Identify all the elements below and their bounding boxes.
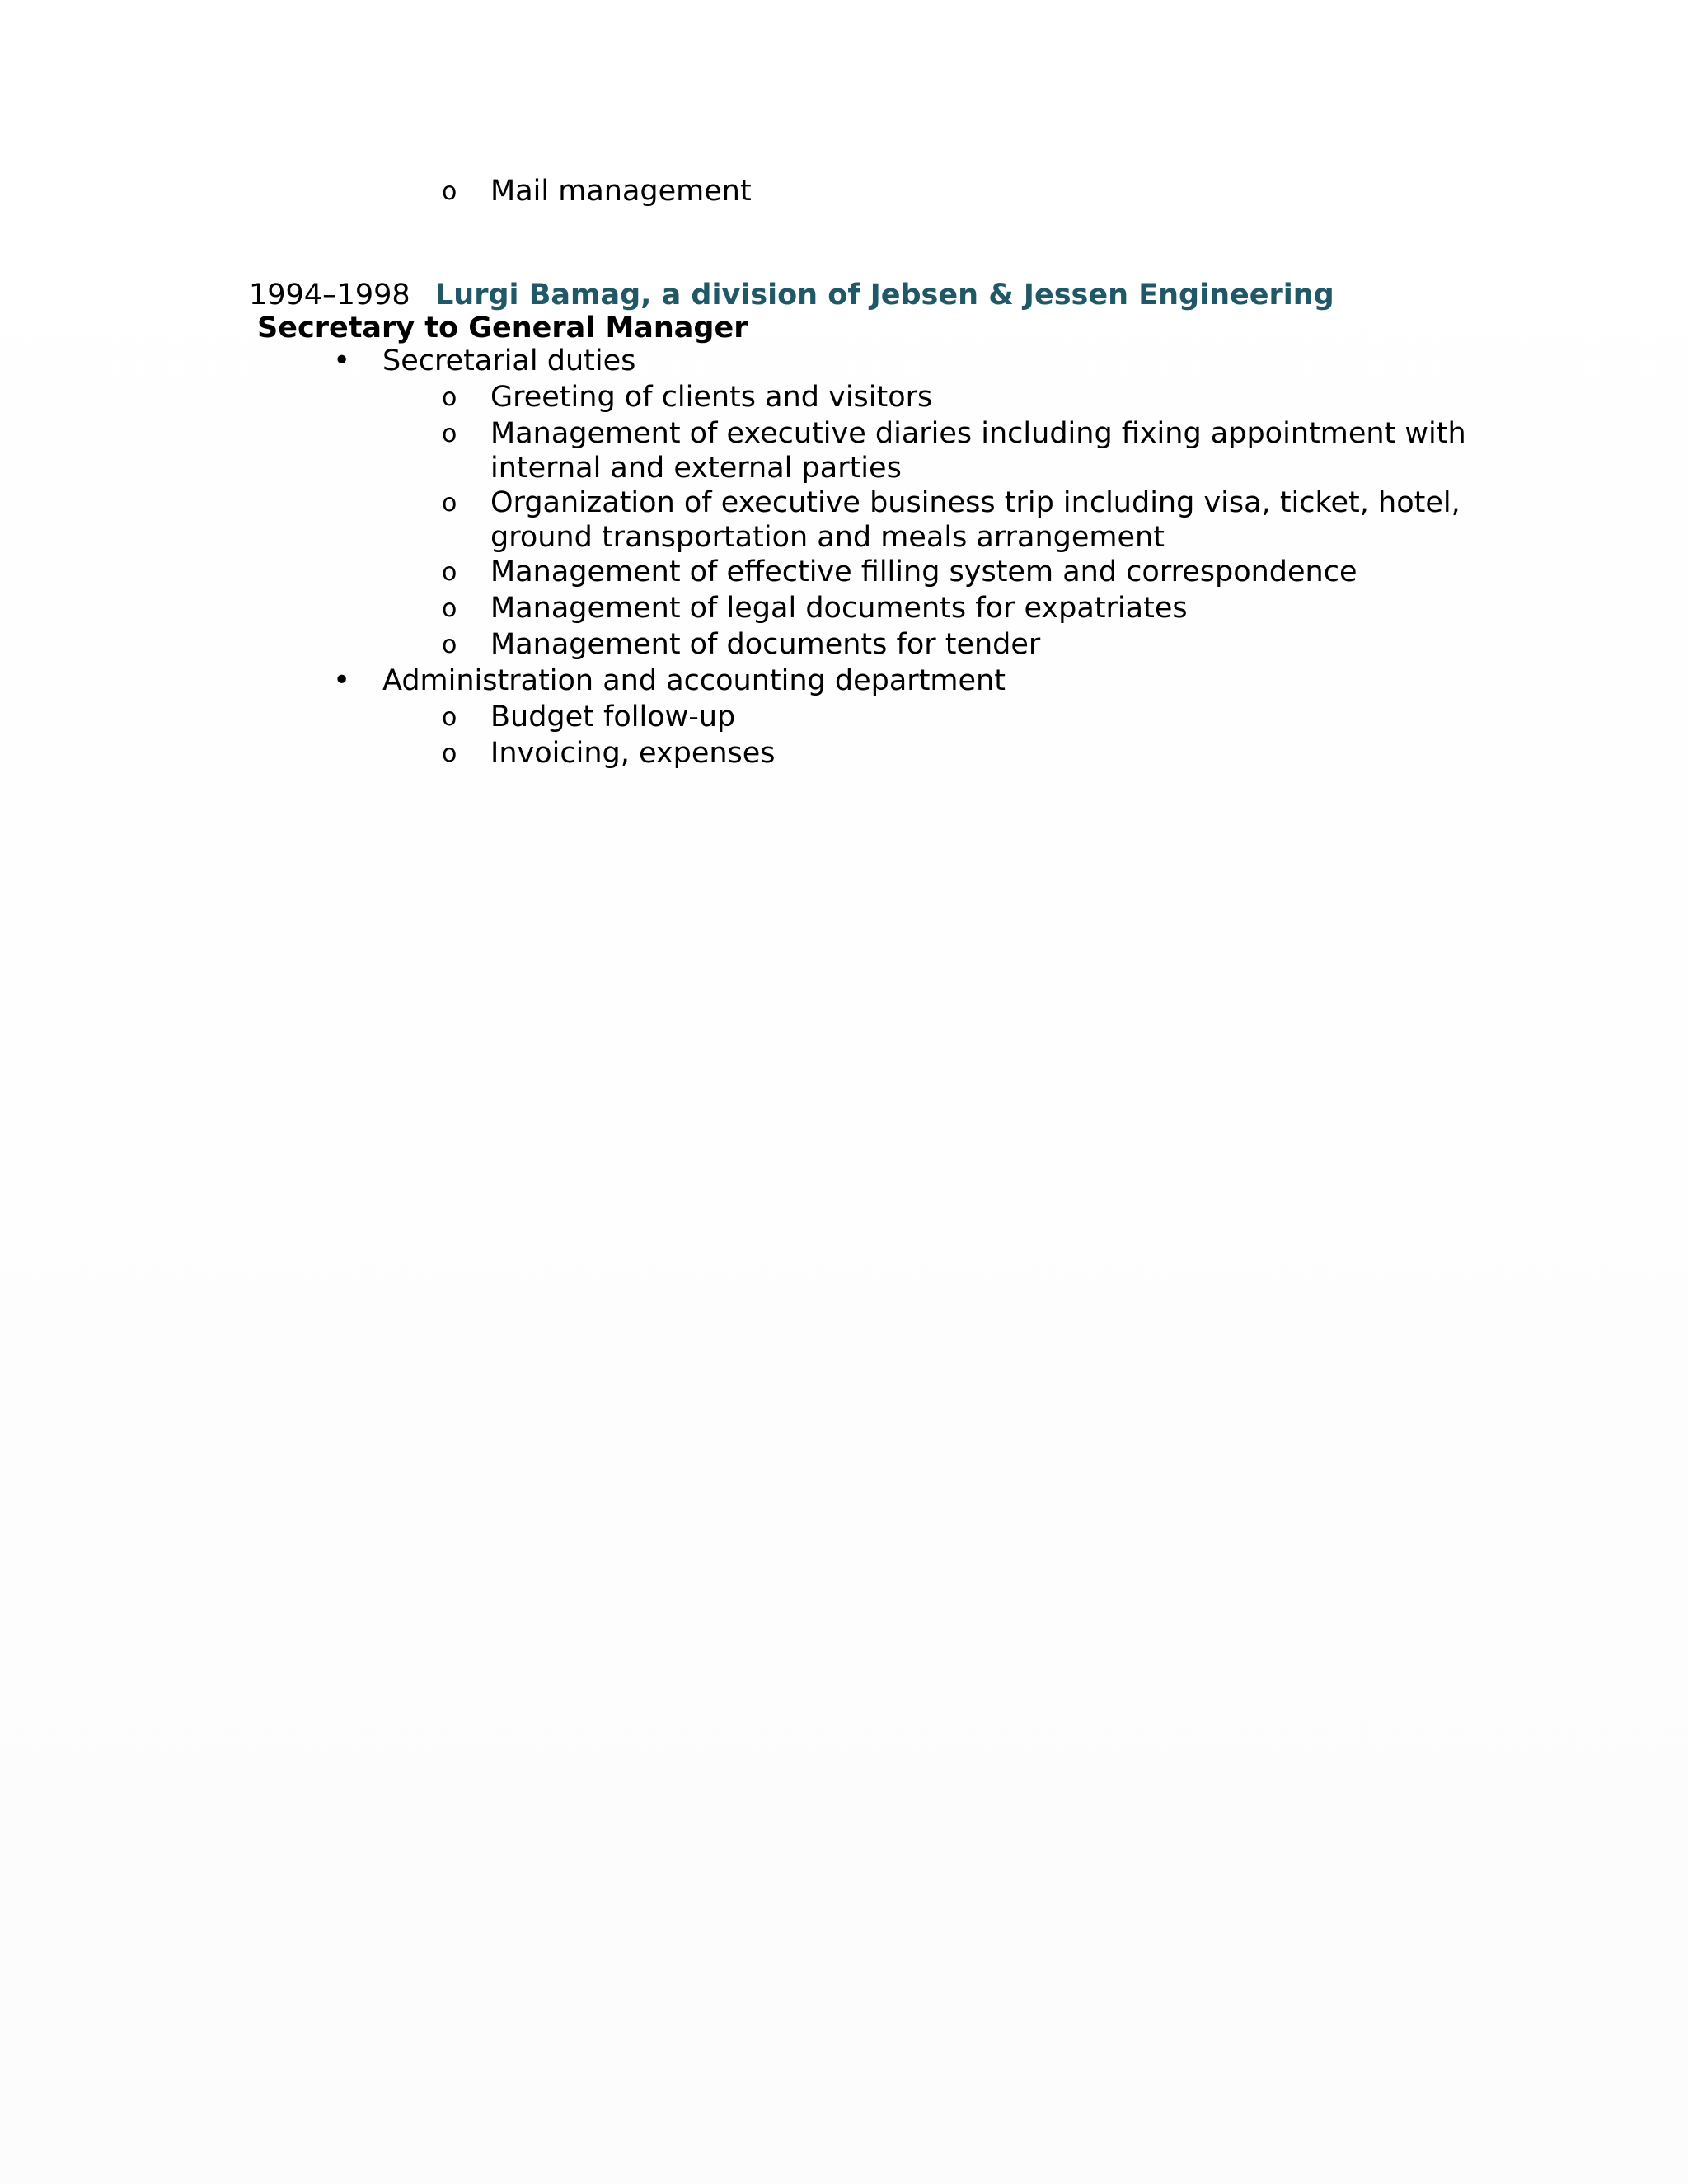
- sub-bullet: o: [442, 489, 457, 518]
- section-heading: Administration and accounting department: [382, 664, 1006, 697]
- sub-bullet: o: [442, 739, 457, 768]
- list-item-continuation: ground transportation and meals arrangement: [490, 521, 1165, 554]
- list-item: Management of legal documents for expatriates: [490, 592, 1188, 625]
- sub-bullet: o: [442, 177, 457, 206]
- sub-bullet: o: [442, 383, 457, 412]
- sub-bullet: o: [442, 594, 457, 623]
- list-item: Management of effective filling system and correspondence: [490, 555, 1357, 588]
- sub-bullet: o: [442, 419, 457, 448]
- bullet: •: [333, 344, 351, 377]
- sub-bullet: o: [442, 630, 457, 659]
- section-heading: Secretarial duties: [382, 344, 636, 377]
- list-item: Greeting of clients and visitors: [490, 381, 933, 414]
- list-item: Budget follow-up: [490, 701, 736, 733]
- list-item: Invoicing, expenses: [490, 737, 776, 770]
- job-dates: 1994–1998: [249, 279, 410, 312]
- bullet: •: [333, 663, 351, 697]
- job-title: Secretary to General Manager: [257, 312, 748, 344]
- list-item: Mail management: [490, 175, 752, 208]
- sub-bullet: o: [442, 558, 457, 587]
- list-item-continuation: internal and external parties: [490, 452, 902, 485]
- sub-bullet: o: [442, 703, 457, 732]
- list-item: Organization of executive business trip including visa, ticket, hotel,: [490, 486, 1461, 519]
- list-item: Management of executive diaries including fixing appointment with: [490, 417, 1466, 450]
- company-name: Lurgi Bamag, a division of Jebsen & Jessen Engineering: [435, 279, 1334, 312]
- list-item: Management of documents for tender: [490, 628, 1041, 661]
